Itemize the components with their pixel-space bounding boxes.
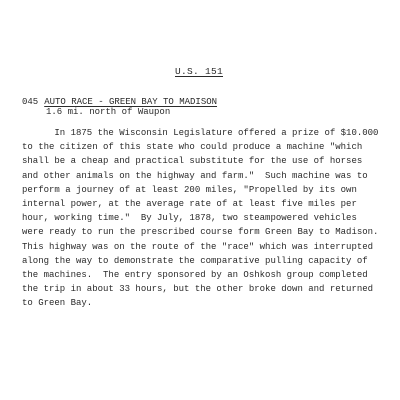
route-heading: U.S. 151 xyxy=(175,66,224,77)
body-line: hour, working time." By July, 1878, two steampowered vehicles xyxy=(22,213,357,224)
marker-heading xyxy=(22,97,217,107)
body-line: along the way to demonstrate the comparative pulling capacity of xyxy=(22,255,368,266)
body-line: internal power, at the average rate of at least five miles per xyxy=(22,199,357,210)
body-line: perform a journey of at least 200 miles, "Propelled by its own xyxy=(22,184,357,195)
body-line: In 1875 the Wisconsin Legislature offered a prize of $10.000 xyxy=(22,128,379,138)
body-line: the trip in about 33 hours, but the other broke down and returned xyxy=(22,284,374,295)
body-line: shall be a cheap and practical substitute for the use of horses xyxy=(22,156,363,167)
body-line: the machines. The entry sponsored by an Oshkosh group completed xyxy=(22,270,368,281)
body-line: and other animals on the highway and farm." Such machine was to xyxy=(22,170,368,181)
body-line: to Green Bay. xyxy=(22,298,93,309)
body-line: were ready to run the prescribed course form Green Bay to Madison. xyxy=(22,227,379,238)
body-line: This highway was on the route of the "race" which was interrupted xyxy=(22,241,374,252)
marker-location: 1.6 mi. north of Waupon xyxy=(46,107,171,117)
body-line: to the citizen of this state who could produce a machine "which xyxy=(22,142,363,153)
marker-title: AUTO RACE - GREEN BAY TO MADISON xyxy=(44,97,218,107)
body-paragraph xyxy=(22,126,392,311)
marker-number: 045 xyxy=(22,97,39,107)
